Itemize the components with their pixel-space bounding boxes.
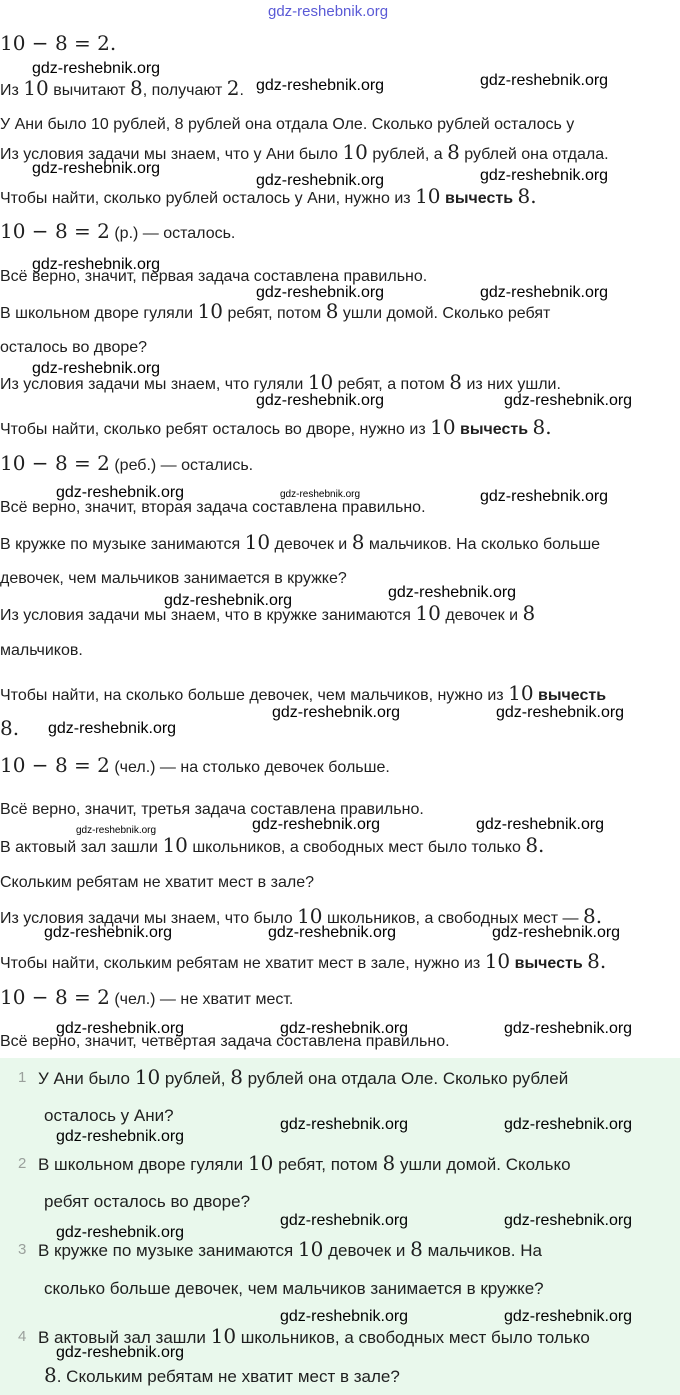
- watermark: gdz-reshebnik.org: [256, 172, 385, 189]
- watermark: gdz-reshebnik.org: [56, 1224, 185, 1241]
- summary-item-3-line2: сколько больше девочек, чем мальчиков занимается в кружке?: [44, 1279, 544, 1298]
- watermark: gdz-reshebnik.org: [256, 392, 385, 409]
- task4-statement-line1: В актовый зал зашли 10 школьников, а свободных мест было только 8.: [0, 833, 545, 857]
- task1-statement: У Ани было 10 рублей, 8 рублей она отдала Оле. Сколько рублей осталось у: [0, 116, 575, 133]
- task1-condition: Из условия задачи мы знаем, что у Ани было 10 рублей, а 8 рублей она отдала.: [0, 140, 609, 164]
- summary-item-number: 2: [18, 1155, 27, 1172]
- watermark: gdz-reshebnik.org: [504, 1116, 633, 1133]
- watermark: gdz-reshebnik.org: [496, 704, 625, 721]
- watermark: gdz-reshebnik.org: [272, 704, 401, 721]
- watermark: gdz-reshebnik.org: [388, 584, 517, 601]
- watermark: gdz-reshebnik.org: [252, 816, 381, 833]
- watermark: gdz-reshebnik.org: [480, 284, 609, 301]
- task4-statement-line2: Скольким ребятам не хватит мест в зале?: [0, 874, 314, 891]
- watermark: gdz-reshebnik.org: [480, 72, 609, 89]
- watermark: gdz-reshebnik.org: [280, 489, 361, 500]
- task1-equation: 10 − 8 = 2 (р.) — осталось.: [0, 219, 236, 243]
- watermark: gdz-reshebnik.org: [76, 825, 157, 836]
- watermark: gdz-reshebnik.org: [280, 1020, 409, 1037]
- watermark: gdz-reshebnik.org: [504, 1308, 633, 1325]
- watermark: gdz-reshebnik.org: [280, 1212, 409, 1229]
- watermark: gdz-reshebnik.org: [256, 284, 385, 301]
- task3-method-line1: Чтобы найти, на сколько больше девочек, чем мальчиков, нужно из 10 вычесть: [0, 681, 607, 705]
- watermark: gdz-reshebnik.org: [492, 924, 621, 941]
- task2-condition: Из условия задачи мы знаем, что гуляли 10 ребят, а потом 8 из них ушли.: [0, 370, 561, 394]
- equation-intro: 10 − 8 = 2.: [0, 31, 117, 55]
- watermark: gdz-reshebnik.org: [44, 924, 173, 941]
- watermark: gdz-reshebnik.org: [256, 77, 385, 94]
- task1-method: Чтобы найти, сколько рублей осталось у Ани, нужно из 10 вычесть 8.: [0, 184, 537, 208]
- intro-sentence: Из 10 вычитают 8, получают 2.: [0, 76, 244, 100]
- task3-condition-line1: Из условия задачи мы знаем, что в кружке занимаются 10 девочек и 8: [0, 601, 536, 625]
- watermark: gdz-reshebnik.org: [268, 924, 397, 941]
- watermark: gdz-reshebnik.org: [504, 1020, 633, 1037]
- task3-statement-line2: девочек, чем мальчиков занимается в кружке?: [0, 570, 347, 587]
- watermark: gdz-reshebnik.org: [32, 360, 161, 377]
- watermark: gdz-reshebnik.org: [476, 816, 605, 833]
- watermark: gdz-reshebnik.org: [504, 1212, 633, 1229]
- watermark: gdz-reshebnik.org: [56, 1344, 185, 1361]
- summary-item-2-line2: ребят осталось во дворе?: [44, 1192, 251, 1211]
- task2-verdict: Всё верно, значит, вторая задача составлена правильно.: [0, 499, 426, 516]
- watermark: gdz-reshebnik.org: [280, 1308, 409, 1325]
- summary-item-4-line2: 8. Скольким ребятам не хватит мест в зале?: [44, 1363, 400, 1387]
- watermark: gdz-reshebnik.org: [480, 167, 609, 184]
- summary-item-3-line1: В кружке по музыке занимаются 10 девочек и 8 мальчиков. На: [38, 1237, 542, 1261]
- watermark: gdz-reshebnik.org: [32, 160, 161, 177]
- watermark: gdz-reshebnik.org: [504, 392, 633, 409]
- task4-equation: 10 − 8 = 2 (чел.) — не хватит мест.: [0, 985, 294, 1009]
- task3-verdict: Всё верно, значит, третья задача составлена правильно.: [0, 801, 424, 818]
- task2-statement-line1: В школьном дворе гуляли 10 ребят, потом 8 ушли домой. Сколько ребят: [0, 299, 551, 323]
- watermark: gdz-reshebnik.org: [164, 592, 293, 609]
- watermark: gdz-reshebnik.org: [56, 1128, 185, 1145]
- summary-item-number: 3: [18, 1241, 27, 1258]
- task4-method: Чтобы найти, скольким ребятам не хватит мест в зале, нужно из 10 вычесть 8.: [0, 949, 607, 973]
- task4-verdict: Всё верно, значит, четвёртая задача составлена правильно.: [0, 1033, 450, 1050]
- task4-condition: Из условия задачи мы знаем, что было 10 школьников, а свободных мест — 8.: [0, 904, 603, 928]
- task1-verdict: Всё верно, значит, первая задача составлена правильно.: [0, 268, 428, 285]
- watermark: gdz-reshebnik.org: [480, 488, 609, 505]
- summary-item-number: 4: [18, 1328, 27, 1345]
- summary-item-1-line2: осталось у Ани?: [44, 1106, 174, 1125]
- watermark: gdz-reshebnik.org: [280, 1116, 409, 1133]
- summary-item-4-line1: В актовый зал зашли 10 школьников, а свободных мест было только: [38, 1324, 590, 1348]
- task3-equation: 10 − 8 = 2 (чел.) — на столько девочек больше.: [0, 753, 390, 777]
- watermark: gdz-reshebnik.org: [48, 720, 177, 737]
- watermark: gdz-reshebnik.org: [32, 60, 161, 77]
- summary-item-1-line1: У Ани было 10 рублей, 8 рублей она отдала Оле. Сколько рублей: [38, 1065, 569, 1089]
- summary-item-2-line1: В школьном дворе гуляли 10 ребят, потом 8 ушли домой. Сколько: [38, 1151, 571, 1175]
- task2-statement-line2: осталось во дворе?: [0, 339, 148, 356]
- task3-statement-line1: В кружке по музыке занимаются 10 девочек и 8 мальчиков. На сколько больше: [0, 530, 601, 554]
- watermark: gdz-reshebnik.org: [32, 256, 161, 273]
- watermark: gdz-reshebnik.org: [56, 484, 185, 501]
- task3-condition-line2: мальчиков.: [0, 642, 83, 659]
- task2-method: Чтобы найти, сколько ребят осталось во дворе, нужно из 10 вычесть 8.: [0, 415, 552, 439]
- watermark: gdz-reshebnik.org: [56, 1020, 185, 1037]
- task2-equation: 10 − 8 = 2 (реб.) — остались.: [0, 451, 254, 475]
- site-header-watermark: gdz-reshebnik.org: [268, 3, 389, 20]
- summary-item-number: 1: [18, 1069, 27, 1086]
- task3-method-line2: 8.: [0, 716, 20, 740]
